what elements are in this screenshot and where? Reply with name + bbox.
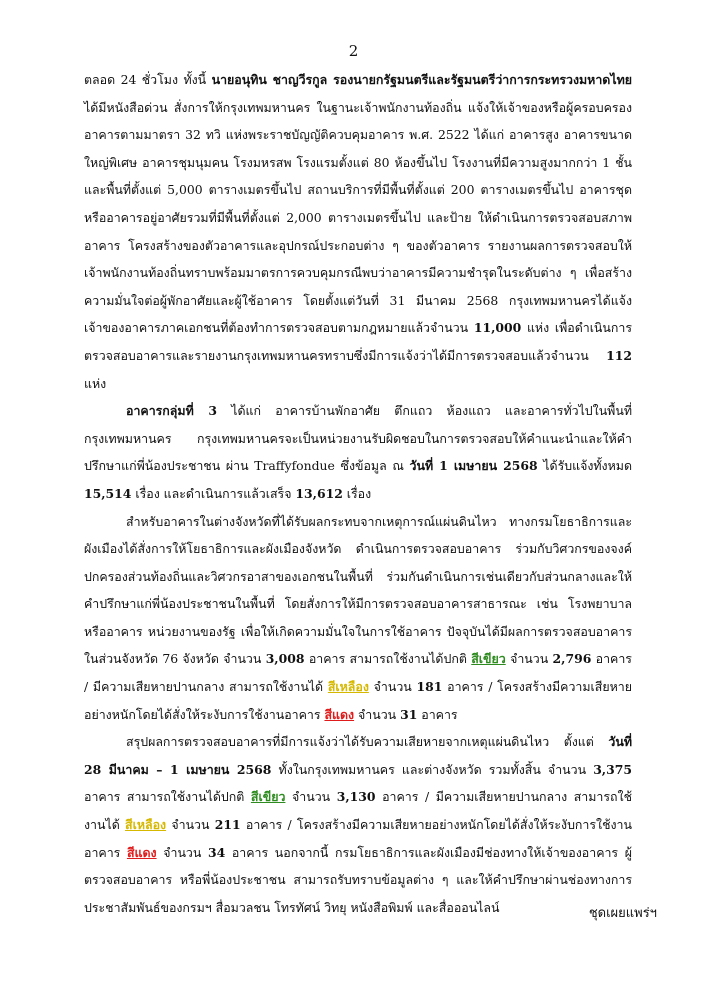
text: เรื่อง และดำเนินการแล้วเสร็จ bbox=[131, 485, 296, 501]
footer-note: ชุดเผยแพร่ฯ bbox=[588, 906, 657, 921]
paragraph-building-group-3 bbox=[84, 397, 632, 507]
text: อาคาร สามารถใช้งานได้ปกติ bbox=[84, 789, 251, 805]
text: ตลอด 24 ชั่วโมง ทั้งนี้ bbox=[84, 72, 212, 87]
text: สรุปผลการตรวจสอบอาคารที่มีการแจ้งว่าได้รับความเสียหายจากเหตุแผ่นดินไหว ตั้งแต่ bbox=[126, 734, 609, 750]
text: ได้มีหนังสือด่วน สั่งการให้กรุงเทพมหานคร ในฐานะเจ้าพนักงานท้องถิ่น แจ้งให้เจ้าของหรือผู้ครอบครองอาคารตามมาตรา 32 ทวิ แห่งพระราชบัญญัติควบคุมอาคาร พ.ศ. 2522 ได้แก่ อาคารสูง อาคารขนาดใหญ่พิเศษ อาคารชุมนุมคน โรงมหรสพ โรงแรมตั้งแต่ 80 ห้องขึ้นไป โรงงานที่มีความสูงมากกว่า 1 ชั้น และพื้นที่ตั้งแต่ 5,000 ตารางเมตรขึ้นไป สถานบริการที่มีพื้นที่ตั้งแต่ 200 ตารางเมตรขึ้นไป อาคารชุดหรืออาคารอยู่อาศัยรวมที่มีพื้นที่ตั้งแต่ 2,000 ตารางเมตรขึ้นไป และป้าย ให้ดำเนินการตรวจสอบสภาพอาคาร โครงสร้างของตัวอาคารและอุปกรณ์ประกอบต่าง ๆ ของตัวอาคาร รายงานผลการตรวจสอบให้เจ้าพนักงานท้องถิ่นทราบพร้อมมาตรการควบคุมกรณีพบว่าอาคารมีความชำรุดในระดับต่าง ๆ เพื่อสร้างความมั่นใจต่อผู้พักอาศัยและผู้ใช้อาคาร โดยตั้งแต่วันที่ 31 มีนาคม 2568 กรุงเทพมหานครได้แจ้งเจ้าของอาคารภาคเอกชนที่ต้องทำการตรวจสอบตามกฎหมายแล้วจำนวน bbox=[84, 99, 632, 336]
count-summary-green: 3,130 bbox=[336, 789, 376, 805]
count-provincial-red: 31 bbox=[400, 706, 418, 722]
text: จำนวน bbox=[368, 679, 417, 695]
text: เรื่อง bbox=[342, 485, 372, 501]
text: อาคาร bbox=[417, 706, 458, 722]
status-green-label: สีเขียว bbox=[250, 789, 286, 805]
count-buildings-inspected: 112 bbox=[606, 347, 632, 363]
count-provincial-yellow: 181 bbox=[416, 679, 443, 695]
count-reports-received: 15,514 bbox=[84, 485, 132, 501]
text: อาคาร / โครงสร้างมีความเสียหายอย่างหนักโดยได้สั่งให้ระงับการใช้งานอาคาร bbox=[84, 817, 632, 860]
text: จำนวน bbox=[166, 817, 215, 833]
paragraph-summary bbox=[84, 728, 632, 921]
text: อาคาร นอกจากนี้ กรมโยธาธิการและผังเมืองมีช่องทางให้เจ้าของอาคาร ผู้ตรวจสอบอาคาร หรือพี่น้องประชาชน สามารถรับทราบข้อมูลต่าง ๆ และให้คำปรึกษาผ่านช่องทางการประชาสัมพันธ์ของกรมฯ สื่อมวลชน โทรทัศน์ วิทยุ หนังสือพิมพ์ และสื่อออนไลน์ bbox=[84, 844, 632, 915]
count-reports-completed: 13,612 bbox=[295, 485, 343, 501]
status-yellow-label: สีเหลือง bbox=[327, 679, 369, 695]
count-provincial-green: 2,796 bbox=[552, 651, 592, 667]
text: อาคาร สามารถใช้งานได้ปกติ bbox=[304, 651, 472, 667]
page-number: 2 bbox=[348, 42, 359, 60]
text: ทั้งในกรุงเทพมหานคร และต่างจังหวัด รวมทั้งสิ้น จำนวน bbox=[271, 761, 594, 777]
text: จำนวน bbox=[156, 844, 208, 860]
text: ได้แก่ อาคารบ้านพักอาศัย ตึกแถว ห้องแถว และอาคารทั่วไปในพื้นที่กรุงเทพมหานคร กรุงเทพมหานครจะเป็นหน่วยงานรับผิดชอบในการตรวจสอบให้คำแนะนำและให้คำปรึกษาแก่พี่น้องประชาชน ผ่าน Traffyfondue ซึ่งข้อมูล ณ bbox=[84, 403, 632, 474]
summary-date-range: วันที่ 28 มีนาคม – 1 เมษายน 2568 bbox=[84, 734, 632, 777]
count-buildings-notified: 11,000 bbox=[473, 320, 522, 336]
group-3-heading: อาคารกลุ่มที่ 3 bbox=[126, 403, 217, 419]
text: สำหรับอาคารในต่างจังหวัดที่ได้รับผลกระทบจากเหตุการณ์แผ่นดินไหว ทางกรมโยธาธิการและผังเมืองได้สั่งการให้โยธาธิการและผังเมืองจังหวัด ดำเนินการตรวจสอบอาคาร ร่วมกับวิศวกรของจงค์ปกครองส่วนท้องถิ่นและวิศวกรอาสาของเอกชนในพื้นที่ ร่วมกันดำเนินการเช่นเดียวกับส่วนกลางและให้คำปรึกษาแก่พี่น้องประชาชนในพื้นที่ โดยสั่งการให้มีการตรวจสอบอาคารสาธารณะ เช่น โรงพยาบาล หรืออาคาร หน่วยงานของรัฐ เพื่อให้เกิดความมั่นใจในการใช้อาคาร ปัจจุบันได้มีผลการตรวจสอบอาคารในส่วนจังหวัด 76 จังหวัด จำนวน bbox=[84, 513, 632, 667]
count-provincial-total: 3,008 bbox=[265, 651, 305, 667]
count-summary-total: 3,375 bbox=[593, 761, 632, 777]
text: จำนวน bbox=[285, 789, 337, 805]
text: จำนวน bbox=[354, 706, 401, 722]
text: แห่ง เพื่อดำเนินการตรวจสอบอาคารและรายงานกรุงเทพมหานครทราบซึ่งมีการแจ้งว่าได้มีการตรวจสอบแล้วจำนวน bbox=[84, 320, 632, 363]
status-red-label: สีแดง bbox=[126, 844, 157, 860]
status-green-label: สีเขียว bbox=[471, 651, 506, 667]
paragraph-building-group-2 bbox=[84, 66, 632, 397]
text: อาคาร / มีความเสียหายปานกลาง สามารถใช้งานได้ bbox=[84, 651, 632, 695]
text: ได้รับแจ้งทั้งหมด bbox=[537, 458, 632, 474]
text: แห่ง bbox=[84, 375, 107, 391]
text: อาคาร / มีความเสียหายปานกลาง สามารถใช้งานได้ bbox=[84, 789, 632, 833]
count-summary-yellow: 211 bbox=[214, 817, 241, 833]
status-yellow-label: สีเหลือง bbox=[125, 817, 167, 833]
status-red-label: สีแดง bbox=[324, 706, 355, 722]
count-summary-red: 34 bbox=[207, 844, 226, 860]
text: จำนวน bbox=[505, 651, 553, 667]
report-date: วันที่ 1 เมษายน 2568 bbox=[409, 458, 538, 474]
minister-name: นายอนุทิน ชาญวีรกูล รองนายกรัฐมนตรีและรัฐมนตรีว่าการกระทรวงมหาดไทย bbox=[211, 72, 633, 87]
text: อาคาร / โครงสร้างมีความเสียหายอย่างหนักโดยได้สั่งให้ระงับการใช้งานอาคาร bbox=[84, 679, 632, 722]
document-body bbox=[84, 66, 632, 921]
paragraph-provincial-buildings bbox=[84, 508, 632, 729]
